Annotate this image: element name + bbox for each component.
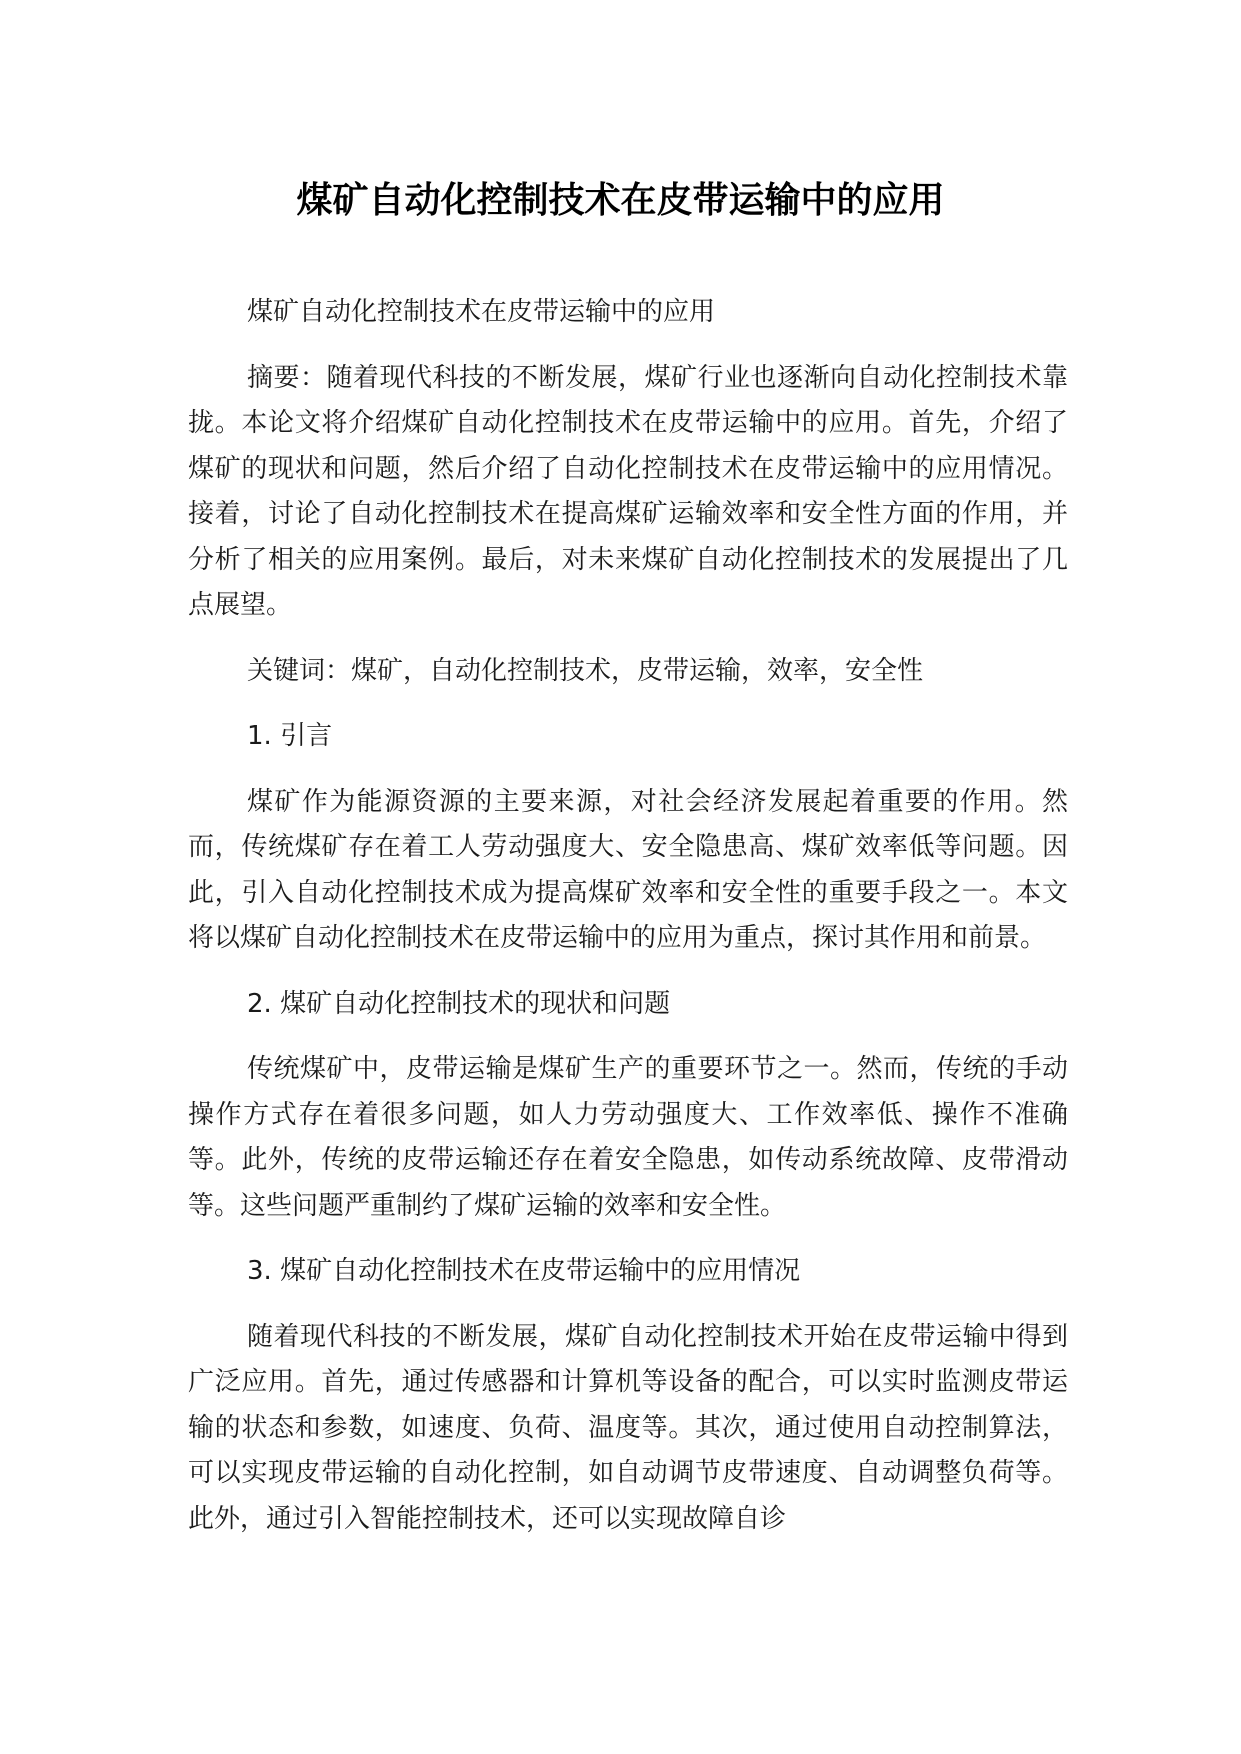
document-title: 煤矿自动化控制技术在皮带运输中的应用	[296, 180, 945, 221]
keywords-line: 关键词：煤矿，自动化控制技术，皮带运输，效率，安全性	[247, 655, 924, 686]
section-heading-introduction: 1. 引言	[247, 721, 333, 751]
document-body	[188, 290, 1068, 1562]
abstract-paragraph: 摘要：随着现代科技的不断发展，煤矿行业也逐渐向自动化控制技术靠拢。本论文将介绍煤矿自动化控制技术在皮带运输中的应用。首先，介绍了煤矿的现状和问题，然后介绍了自动化控制技术在皮带运输中的应用情况。接着，讨论了自动化控制技术在提高煤矿运输效率和安全性方面的作用，并分析了相关的应用案例。最后，对未来煤矿自动化控制技术的发展提出了几点展望。	[188, 362, 1068, 620]
section-heading-status: 2. 煤矿自动化控制技术的现状和问题	[247, 988, 671, 1019]
section-paragraph-introduction: 煤矿作为能源资源的主要来源，对社会经济发展起着重要的作用。然而，传统煤矿存在着工人劳动强度大、安全隐患高、煤矿效率低等问题。因此，引入自动化控制技术成为提高煤矿效率和安全性的重要手段之一。本文将以煤矿自动化控制技术在皮带运输中的应用为重点，探讨其作用和前景。	[188, 786, 1068, 953]
section-heading-application: 3. 煤矿自动化控制技术在皮带运输中的应用情况	[247, 1256, 801, 1286]
subtitle: 煤矿自动化控制技术在皮带运输中的应用	[247, 297, 716, 327]
section-paragraph-status: 传统煤矿中，皮带运输是煤矿生产的重要环节之一。然而，传统的手动操作方式存在着很多问题，如人力劳动强度大、工作效率低、操作不准确等。此外，传统的皮带运输还存在着安全隐患，如传动系统故障、皮带滑动等。这些问题严重制约了煤矿运输的效率和安全性。	[188, 1054, 1068, 1221]
section-paragraph-application: 随着现代科技的不断发展，煤矿自动化控制技术开始在皮带运输中得到广泛应用。首先，通过传感器和计算机等设备的配合，可以实时监测皮带运输的状态和参数，如速度、负荷、温度等。其次，通过使用自动控制算法，可以实现皮带运输的自动化控制，如自动调节皮带速度、自动调整负荷等。此外，通过引入智能控制技术，还可以实现故障自诊	[188, 1321, 1068, 1534]
